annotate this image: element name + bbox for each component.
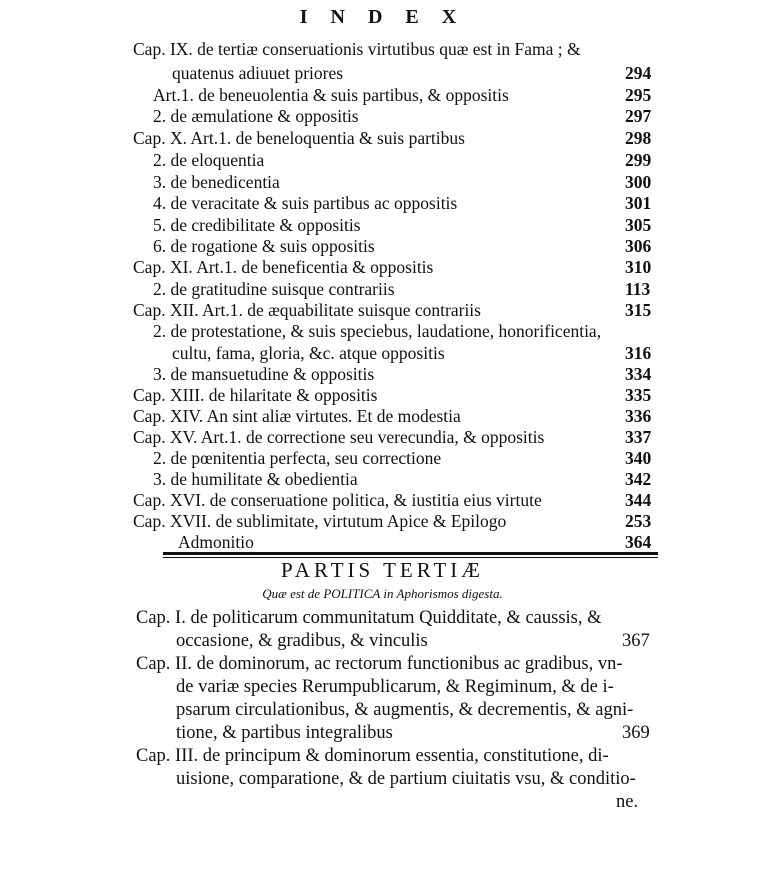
entry-page: 294 — [625, 63, 652, 83]
entry-page: 344 — [625, 490, 652, 510]
part-subtitle: Quæ est de POLITICA in Aphorismos digesta. — [262, 586, 503, 601]
entry-text: 5. de credibilitate & oppositis — [153, 215, 361, 235]
entry-text: 3. de mansuetudine & oppositis — [153, 364, 375, 384]
entry-text: 2. de æmulatione & oppositis — [153, 106, 359, 126]
part-entry — [0, 676, 765, 699]
index-entry — [0, 426, 765, 448]
entry-text: 2. de protestatione, & suis speciebus, laudatione, honorificentia, — [153, 321, 602, 341]
entry-text: 2. de pœnitentia perfecta, seu correctione — [153, 448, 442, 468]
index-entry — [0, 363, 765, 385]
entry-text: Cap. XVII. de sublimitate, virtutum Apice & Epilogo — [133, 511, 507, 531]
entry-page: 301 — [625, 193, 652, 213]
entry-text: cultu, fama, gloria, &c. atque oppositis — [172, 343, 445, 363]
index-entry — [0, 531, 765, 553]
index-entry — [0, 468, 765, 490]
entry-text: 3. de benedicentia — [153, 172, 280, 192]
page-header: I N D E X — [299, 6, 466, 28]
entry-text: Cap. XV. Art.1. de correctione seu verecundia, & oppositis — [133, 427, 545, 447]
part-entry — [0, 699, 765, 722]
entry-page: 298 — [625, 128, 652, 148]
entry-text: tione, & partibus integralibus — [176, 723, 393, 743]
entry-page: 342 — [625, 469, 652, 489]
index-entry — [0, 214, 765, 236]
entry-page: 364 — [625, 532, 652, 552]
index-entry — [0, 256, 765, 278]
entry-text: de variæ species Rerumpublicarum, & Regiminum, & de i- — [176, 677, 614, 697]
entry-page: 300 — [625, 172, 652, 192]
part-title: PARTIS TERTIÆ — [281, 558, 484, 582]
entry-text: Cap. XVI. de conseruatione politica, & iustitia eius virtute — [133, 490, 542, 510]
entry-page: 113 — [625, 279, 651, 299]
index-entry — [0, 342, 765, 364]
index-entry — [0, 127, 765, 149]
index-entry — [0, 192, 765, 214]
entry-text: Cap. XIV. An sint aliæ virtutes. Et de modestia — [133, 406, 461, 426]
index-entry — [0, 149, 765, 171]
entry-page: 340 — [625, 448, 652, 468]
entry-text: Cap. XII. Art.1. de æquabilitate suisque contrariis — [133, 300, 481, 320]
index-entry — [0, 171, 765, 193]
entry-page: 367 — [622, 631, 650, 651]
index-entry — [0, 299, 765, 321]
index-entry — [0, 235, 765, 257]
entry-text: 6. de rogatione & suis oppositis — [153, 236, 375, 256]
entry-text: uisione, comparatione, & de partium ciuitatis vsu, & conditio- — [176, 769, 636, 789]
index-entry — [0, 447, 765, 469]
entry-page: 297 — [625, 106, 652, 126]
entry-text: 4. de veracitate & suis partibus ac oppositis — [153, 193, 458, 213]
entry-page: 299 — [625, 150, 652, 170]
entry-text: Cap. XIII. de hilaritate & oppositis — [133, 385, 378, 405]
entry-text: Cap. X. Art.1. de beneloquentia & suis partibus — [133, 128, 465, 148]
entry-page: 310 — [625, 257, 652, 277]
entry-text: Cap. II. de dominorum, ac rectorum functionibus ac gradibus, vn- — [136, 654, 623, 674]
entry-text: Cap. III. de principum & dominorum essentia, constitutione, di- — [136, 746, 609, 766]
part-entry — [0, 768, 765, 791]
entry-text: occasione, & gradibus, & vinculis — [176, 631, 428, 651]
entry-page: 316 — [625, 343, 652, 363]
index-entry — [0, 38, 765, 60]
section-rule — [163, 552, 658, 555]
entry-page: 315 — [625, 300, 652, 320]
part-entry — [0, 607, 765, 630]
index-entry — [0, 510, 765, 532]
index-entry — [0, 320, 765, 342]
entry-page: 335 — [625, 385, 652, 405]
entry-page: 306 — [625, 236, 652, 256]
part-entry — [0, 745, 765, 768]
entry-text: 2. de eloquentia — [153, 150, 265, 170]
index-entry — [0, 62, 765, 84]
index-entry — [0, 105, 765, 127]
entry-page: 295 — [625, 85, 652, 105]
index-entry — [0, 384, 765, 406]
entry-page: 336 — [625, 406, 652, 426]
entry-text: Cap. XI. Art.1. de beneficentia & oppositis — [133, 257, 434, 277]
entry-text: Cap. IX. de tertiæ conseruationis virtutibus quæ est in Fama ; & — [133, 39, 581, 59]
entry-text: quatenus adiuuet priores — [172, 63, 344, 83]
part-entry — [0, 630, 765, 653]
part-entry — [0, 722, 765, 745]
part-entry — [0, 653, 765, 676]
entry-text: ne. — [616, 792, 639, 812]
entry-page: 305 — [625, 215, 652, 235]
entry-text: Art.1. de beneuolentia & suis partibus, & oppositis — [153, 85, 509, 105]
entry-page: 337 — [625, 427, 652, 447]
entry-text: 3. de humilitate & obedientia — [153, 469, 358, 489]
index-entry — [0, 278, 765, 300]
index-entry — [0, 84, 765, 106]
index-entry — [0, 489, 765, 511]
entry-text: 2. de gratitudine suisque contrariis — [153, 279, 395, 299]
entry-page: 369 — [622, 723, 650, 743]
entry-text: Cap. I. de politicarum communitatum Quidditate, & caussis, & — [136, 608, 602, 628]
entry-page: 253 — [625, 511, 652, 531]
entry-page: 334 — [625, 364, 652, 384]
entry-text: psarum circulationibus, & augmentis, & decrementis, & agni- — [176, 700, 634, 720]
part-entry — [0, 791, 765, 814]
entry-text: Admonitio — [178, 532, 254, 552]
index-entry — [0, 405, 765, 427]
